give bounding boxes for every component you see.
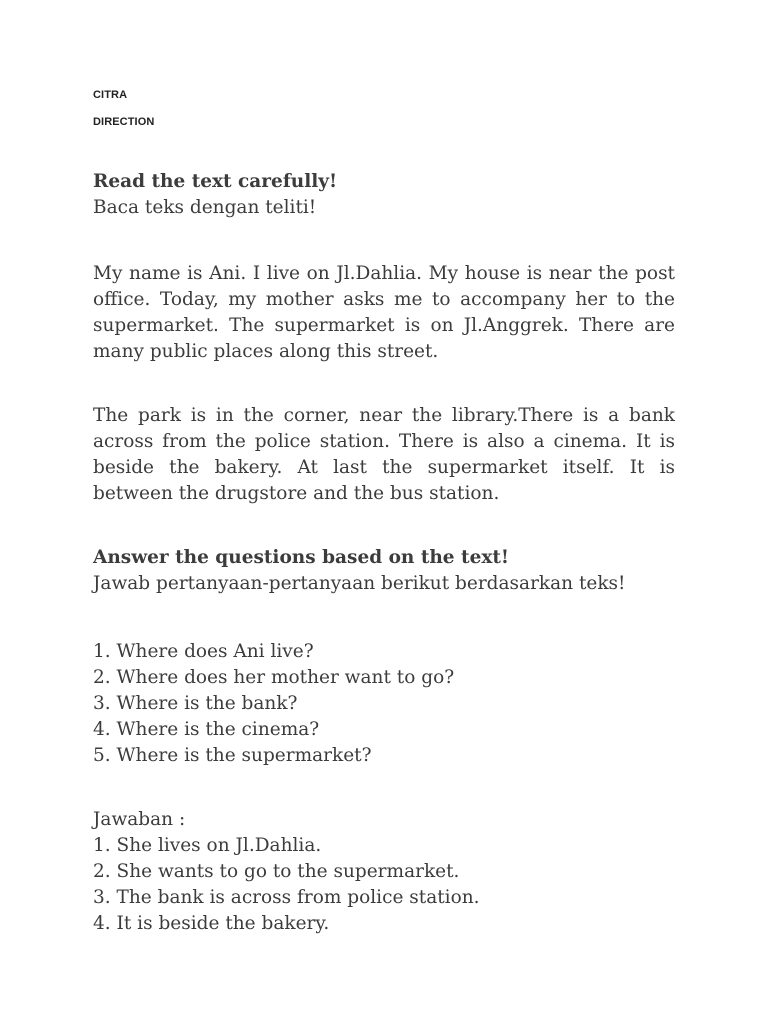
answers-heading: Jawaban : — [93, 809, 186, 830]
answer-instruction — [93, 545, 675, 597]
instruction-indonesian: Baca teks dengan teliti! — [93, 197, 317, 218]
answer-item: 3. The bank is across from police station. — [93, 887, 480, 908]
instruction-english: Read the text carefully! — [93, 171, 338, 192]
reading-paragraph-1 — [93, 261, 675, 365]
answer-item: 2. She wants to go to the supermarket. — [93, 861, 460, 882]
question-item: 1. Where does Ani live? — [93, 641, 314, 662]
student-name: CITRA — [93, 89, 128, 101]
paragraph-text: My name is Ani. I live on Jl.Dahlia. My house is near the post office. Today, my mother asks me to accompany her to the supermarket. The supermarket is on Jl.Anggrek. There are many public places along this street. — [93, 263, 675, 362]
reading-instruction — [93, 169, 675, 221]
section-label: DIRECTION — [93, 116, 155, 128]
questions-list — [93, 639, 675, 769]
answer-instruction-english: Answer the questions based on the text! — [93, 547, 510, 568]
answer-item: 1. She lives on Jl.Dahlia. — [93, 835, 322, 856]
answers-list — [93, 807, 675, 937]
question-item: 3. Where is the bank? — [93, 693, 298, 714]
reading-paragraph-2 — [93, 403, 675, 507]
question-item: 5. Where is the supermarket? — [93, 745, 372, 766]
question-item: 4. Where is the cinema? — [93, 719, 320, 740]
answer-item: 4. It is beside the bakery. — [93, 913, 330, 934]
question-item: 2. Where does her mother want to go? — [93, 667, 455, 688]
paragraph-text: The park is in the corner, near the library.There is a bank across from the police station. There is also a cinema. It is beside the bakery. At last the supermarket itself. It is between the drugstore and the bus station. — [93, 405, 675, 504]
answer-instruction-indonesian: Jawab pertanyaan-pertanyaan berikut berdasarkan teks! — [93, 573, 626, 594]
